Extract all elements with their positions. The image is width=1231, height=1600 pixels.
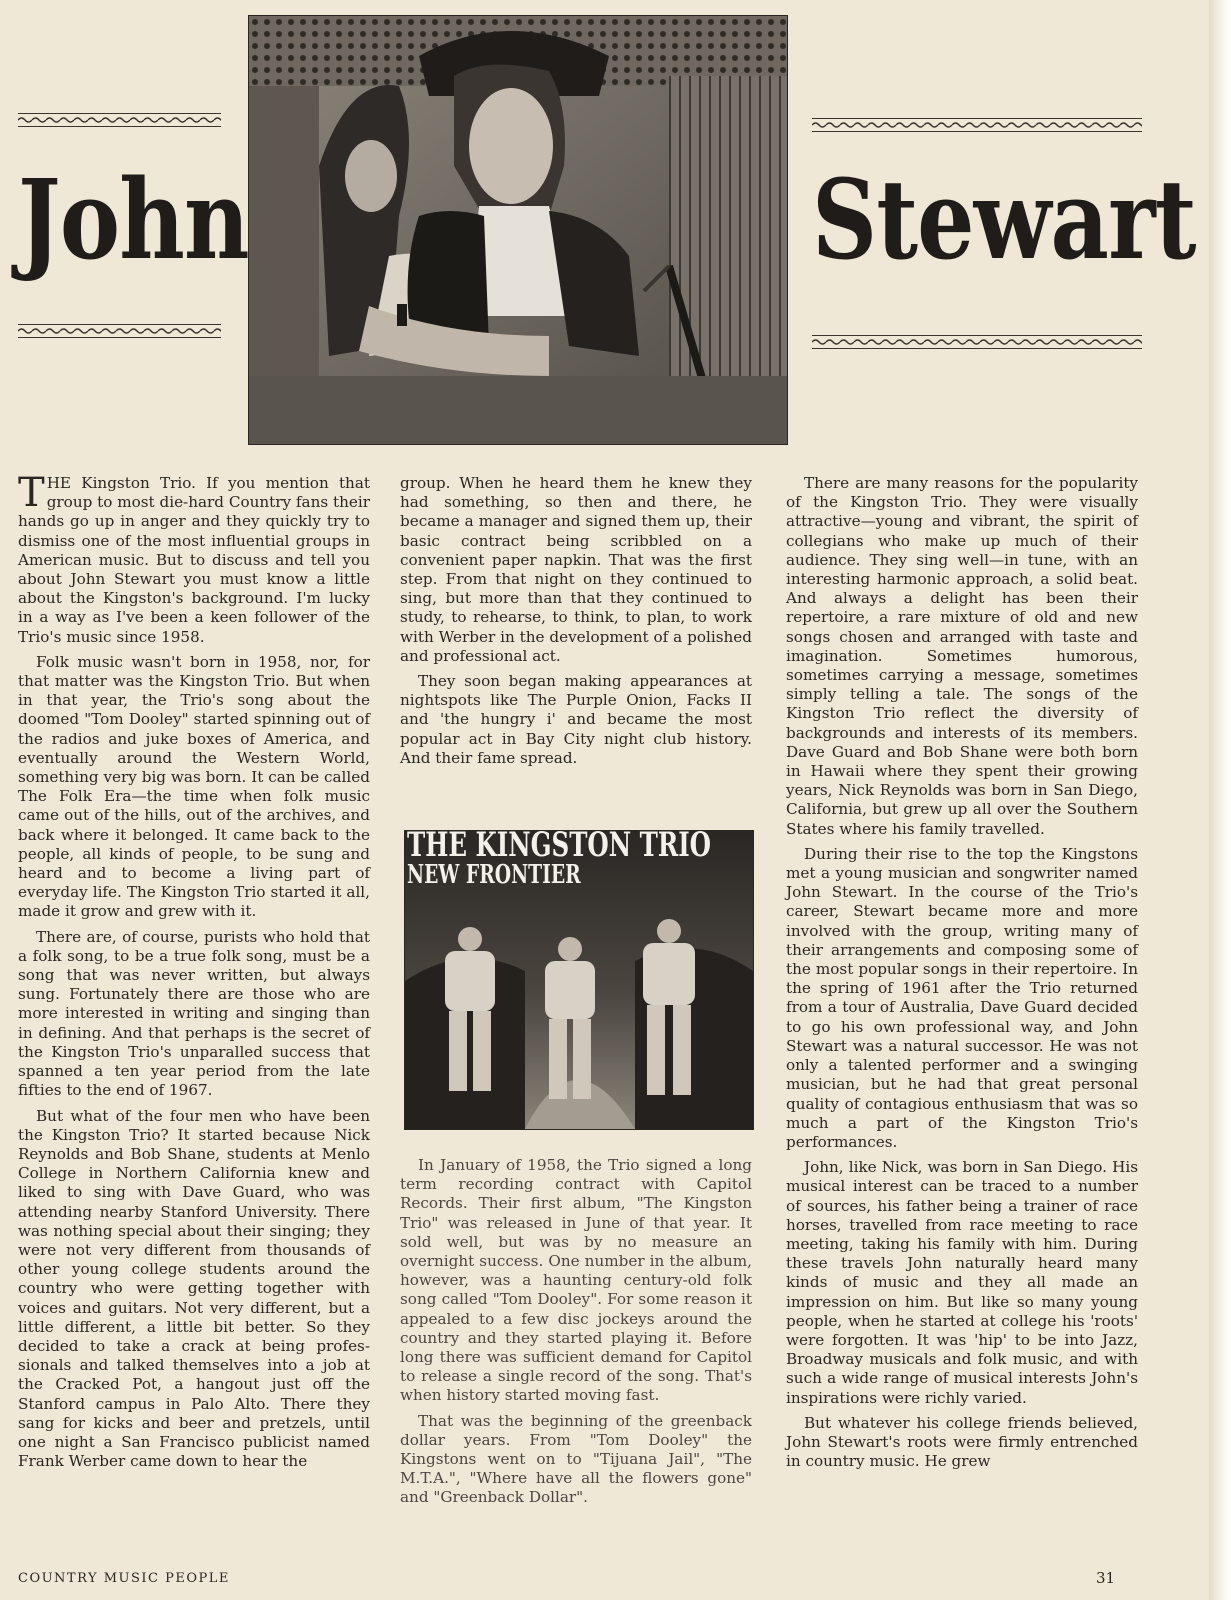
article-column-1 [18,470,371,1477]
paragraph: They soon began making appearances at nightspots like The Purple Onion, Facks II and 'the hungry i' and became the most popular act in Bay City night club history. And their fame spread. [400,672,752,767]
paragraph [18,470,371,647]
paragraph: But what of the four men who have been the Kingston Trio? It started because Nick Reynolds and Bob Shane, students at Menlo College in Northern California knew and liked to sing with Dave Guard, who was attending nearby Stanford University. There was nothing special about their singing; they were not very different from thousands of other young college students around the country who were getting together with voices and guitars. Not very different, but a little different, a little bit better. So they decided to take a crack at being professionals and talked themselves into a job at the Cracked Pot, a hangout just off the Stanford campus in Palo Alto. There they sang for kicks and beer and pretzels, until one night a San Francisco publicist named Frank Werber came down to hear the [18,1106,370,1471]
ornament-rule-bottom-left [18,323,221,339]
album-cover-photo [404,830,754,1130]
album-title-line1: THE KINGSTON TRIO [407,830,711,865]
drop-cap: T [18,470,45,516]
magazine-name: COUNTRY MUSIC PEOPLE [18,1571,230,1586]
paragraph: There are many reasons for the popularity of the Kingston Trio. They were visually attractive—young and vibrant, the spirit of collegians who make up much of their audience. They sing well—in tune, with an interesting harmonic approach, a solid beat. And always a delight has been their repertoire, a rare mixture of old and new songs chosen and arranged with taste and imagination. Sometimes humorous, sometimes carrying a message, sometimes simply telling a tale. The songs of the Kingston Trio reflect the diversity of backgrounds and interests of its members. Dave Guard and Bob Shane were both born in Hawaii where they spent their growing years, Nick Reynolds was born in San Diego, California, but grew up all over the Southern States where his family travelled. [786,474,1138,838]
paragraph: group. When he heard them he knew they had something, so then and there, he became a manager and signed them up, their basic contract being scribbled on a convenient paper napkin. That was the first step. From that night on they continued to sing, but more than that they continued to study, to rehearse, to think, to plan, to work with Werber in the development of a polished and professional act. [400,474,752,665]
paragraph: John, like Nick, was born in San Diego. His musical interest can be traced to a number of sources, his father being a trainer of race horses, travelled from race meeting to race meeting, taking his family with him. During these travels John naturally heard many kinds of music and they all made an impression on him. But like so many young people, when he started at college his 'roots' were forgotten. It was 'hip' to be into Jazz, Broadway musicals and folk music, and with such a wide range of musical interests John's inspirations were richly varied. [786,1158,1138,1407]
ornament-rule-top-left [18,112,221,128]
paragraph-text: HE Kingston Trio. If you mention that group to most die-hard Country fans their hands go up in anger and they quickly try to dismiss one of the most influential groups in American music. But to discuss and tell you about John Stewart you must know a little about the Kingston's background. I'm lucky in a way as I've been a keen follower of the Trio's music since 1958. [18,474,371,646]
page-number: 31 [1096,1569,1116,1587]
article-column-3 [786,474,1138,1477]
headline-last-name: Stewart [812,155,1196,284]
paragraph: That was the beginning of the greenback dollar years. From "Tom Dooley" the Kingstons went on to "Tijuana Jail", "The M.T.A.", "Where have all the flowers gone" and "Greenback Dollar". [400,1411,752,1507]
page-edge [1209,0,1231,1600]
ornament-rule-top-right [812,117,1142,133]
album-title-line2: NEW FRONTIER [407,860,581,890]
article-column-2-top [400,474,752,774]
main-photo [248,15,788,445]
article-column-2-bottom [400,1156,752,1514]
paragraph: Folk music wasn't born in 1958, nor, for that matter was the Kingston Trio. But when in that year, the Trio's song about the doomed "Tom Dooley" started spinning out of the radios and juke boxes of America, and eventually around the Western World, something very big was born. It can be called The Folk Era—the time when folk music came out of the hills, out of the archives, and back where it belonged. It came back to the people, all kinds of people, to be sung and heard and to become a living part of everyday life. The Kingston Trio started it all, made it grow and grew with it. [18,652,370,921]
paragraph: In January of 1958, the Trio signed a long term recording contract with Capitol Records. Their first album, "The Kingston Trio" was released in June of that year. It sold well, but was by no measure an overnight success. One number in the album, however, was a haunting century-old folk song called "Tom Dooley". For some reason it appealed to a few disc jockeys around the country and they started playing it. Before long there was sufficient demand for Capitol to release a single record of the song. That's when history started moving fast. [400,1156,752,1405]
paragraph: But whatever his college friends believed, John Stewart's roots were firmly entrenched in country music. He grew [786,1413,1138,1471]
paragraph: During their rise to the top the Kingstons met a young musician and songwriter named John Stewart. In the course of the Trio's career, Stewart became more and more involved with the group, writing many of their arrangements and composing some of the most popular songs in their repertoire. In the spring of 1961 after the Trio returned from a tour of Australia, Dave Guard decided to go his own professional way, and John Stewart was a natural successor. He was not only a talented performer and a swinging musician, but he had that great personal quality of contagious enthusiasm that was so much a part of the Kingston Trio's performances. [786,844,1138,1151]
ornament-rule-bottom-right [812,334,1142,350]
paragraph: There are, of course, purists who hold that a folk song, to be a true folk song, must be a song that was never written, but always sung. Fortunately there are those who are more interested in writing and singing than in defining. And that perhaps is the secret of the Kingston Trio's unparalled success that spanned a ten year period from the late fifties to the end of 1967. [18,927,370,1100]
headline-first-name: John [18,155,249,284]
